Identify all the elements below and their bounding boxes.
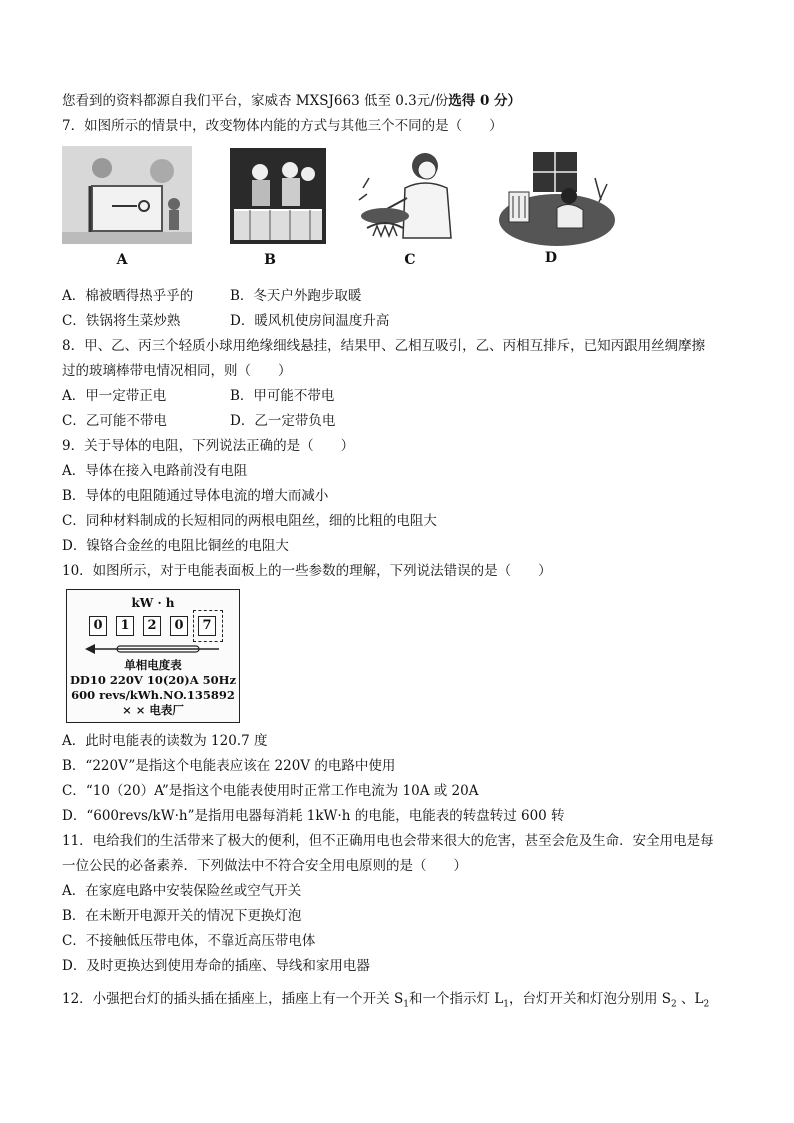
q8-stem-line2: 过的玻璃棒带电情况相同，则（ ） xyxy=(62,363,292,379)
meter-digit-1: 0 xyxy=(89,616,107,636)
q10-option-d: D．“600revs/kW·h”是指用电器每消耗 1kW·h 的电能，电能表的转盘转过 600 转 xyxy=(62,808,565,824)
q11-stem-line1: 11．电给我们的生活带来了极大的便利，但不正确用电也会带来很大的危害，甚至会危及生命．安全用电是每 xyxy=(62,833,714,849)
q8-stem-line1: 8．甲、乙、丙三个轻质小球用绝缘细线悬挂，结果甲、乙相互吸引，乙、丙相互排斥，已知丙跟用丝绸摩擦 xyxy=(62,338,706,354)
q7-option-d: D．暖风机使房间温度升高 xyxy=(230,313,390,329)
q12-stem xyxy=(62,990,742,1014)
q7-figure-b xyxy=(230,148,326,244)
q12-text-d: 、L xyxy=(676,991,704,1007)
q7-option-b: B．冬天户外跑步取暖 xyxy=(230,288,362,304)
q7-stem: 7．如图所示的情景中，改变物体内能的方式与其他三个不同的是（ ） xyxy=(62,118,503,134)
q12-text-c: ，台灯开关和灯泡分别用 S xyxy=(508,991,671,1007)
header-line xyxy=(62,92,742,110)
q7-figure-d xyxy=(497,148,617,248)
header-bold-text: 选得 0 分） xyxy=(448,93,522,109)
q12-sub-l2: 2 xyxy=(703,999,710,1010)
meter-rev: 600 revs/kWh.NO.135892 xyxy=(71,688,235,702)
q12-text-b: 和一个指示灯 L xyxy=(408,991,504,1007)
q9-option-d: D．镍铬合金丝的电阻比铜丝的电阻大 xyxy=(62,538,289,554)
q10-option-a: A．此时电能表的读数为 120.7 度 xyxy=(62,733,268,749)
q8-option-b: B．甲可能不带电 xyxy=(230,388,335,404)
q8-options-row-1 xyxy=(62,387,335,405)
meter-unit: kW · h xyxy=(131,596,175,610)
q9-option-c: C．同种材料制成的长短相同的两根电阻丝，细的比粗的电阻大 xyxy=(62,513,437,529)
q7-label-a: A xyxy=(116,252,128,268)
q8-option-a: A．甲一定带正电 xyxy=(62,388,167,404)
q9-option-b: B．导体的电阻随通过导体电流的增大而减小 xyxy=(62,488,329,504)
q12-sub-l1: 1 xyxy=(503,999,509,1010)
q11-stem-line2: 一位公民的必备素养．下列做法中不符合安全用电原则的是（ ） xyxy=(62,858,467,874)
meter-maker: × × 电表厂 xyxy=(122,703,184,717)
q10-stem: 10．如图所示，对于电能表面板上的一些参数的理解，下列说法错误的是（ ） xyxy=(62,563,552,579)
meter-dial-icon xyxy=(85,642,225,656)
q10-option-c: C．“10（20）A”是指这个电能表使用时正常工作电流为 10A 或 20A xyxy=(62,783,479,799)
electric-meter-panel xyxy=(66,589,240,723)
q7-figure-a xyxy=(62,146,192,244)
meter-digit-4: 0 xyxy=(170,616,188,636)
q7-figure-c xyxy=(355,148,465,248)
q11-option-b: B．在未断开电源开关的情况下更换灯泡 xyxy=(62,908,302,924)
q7-option-c: C．铁锅将生菜炒熟 xyxy=(62,313,181,329)
q8-options-row-2 xyxy=(62,412,336,430)
q11-option-d: D．及时更换达到使用寿命的插座、导线和家用电器 xyxy=(62,958,370,974)
meter-digit-2: 1 xyxy=(116,616,134,636)
meter-name: 单相电度表 xyxy=(124,658,182,672)
q7-options-row-2 xyxy=(62,312,390,330)
q12-sub-s2: 2 xyxy=(671,999,677,1010)
q12-text-a: 12．小强把台灯的插头插在插座上，插座上有一个开关 S xyxy=(62,991,404,1007)
q10-option-b: B．“220V”是指这个电能表应该在 220V 的电路中使用 xyxy=(62,758,396,774)
header-text: 您看到的资料都源自我们平台，家威杏 MXSJ663 低至 0.3元/份 xyxy=(62,93,449,109)
q7-label-b: B xyxy=(264,252,276,268)
meter-digit-5: 7 xyxy=(198,616,216,636)
q7-option-a: A．棉被晒得热乎乎的 xyxy=(62,288,194,304)
q7-options-row-1 xyxy=(62,287,362,305)
q9-stem: 9．关于导体的电阻，下列说法正确的是（ ） xyxy=(62,438,355,454)
q11-option-a: A．在家庭电路中安装保险丝或空气开关 xyxy=(62,883,302,899)
q8-option-d: D．乙一定带负电 xyxy=(230,413,336,429)
q7-label-c: C xyxy=(404,252,416,268)
q8-option-c: C．乙可能不带电 xyxy=(62,413,167,429)
q11-option-c: C．不接触低压带电体，不靠近高压带电体 xyxy=(62,933,316,949)
q9-option-a: A．导体在接入电路前没有电阻 xyxy=(62,463,248,479)
q12-sub-s1: 1 xyxy=(403,999,409,1010)
meter-digit-3: 2 xyxy=(143,616,161,636)
q7-label-d: D xyxy=(544,250,558,266)
meter-spec: DD10 220V 10(20)A 50Hz xyxy=(69,673,237,687)
